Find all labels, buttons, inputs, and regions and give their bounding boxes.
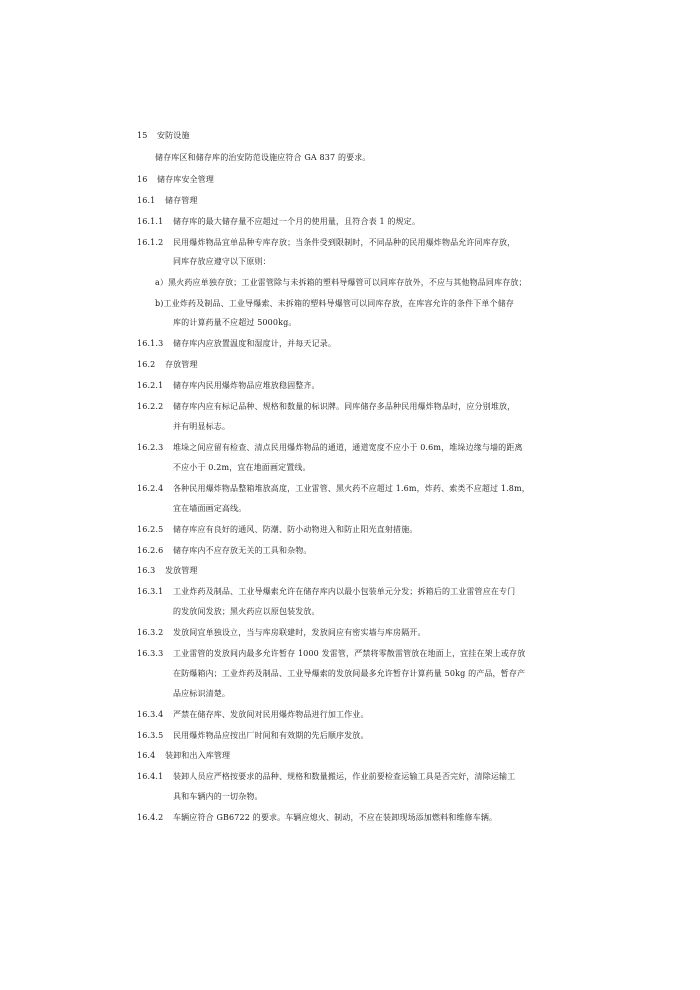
heading-number: 16 [137,175,148,184]
clause-16-2-2-cont: 并有明显标志。 [173,422,231,431]
clause-16-2-4 [137,484,530,494]
clause-16-3-3 [137,649,525,659]
clause-number: 16.3.5 [137,731,164,740]
clause-text: 各种民用爆炸物品整箱堆放高度，工业雷管、黑火药不应超过 1.6m，炸药、索类不应超过 1.8m， [173,484,530,493]
clause-text: 工业炸药及制品、工业导爆索允许在储存库内以最小包装单元分发；拆箱后的工业雷管应在专门 [173,587,516,596]
clause-text: 民用爆炸物品应按出厂时间和有效期的先后顺序发放。 [173,731,369,740]
heading-15 [137,131,190,141]
heading-number: 16.3 [137,566,156,575]
heading-16-3 [137,566,198,576]
clause-16-1-1 [137,217,420,227]
clause-text: 储存库内民用爆炸物品应堆放稳固整齐。 [173,381,320,390]
clause-16-3-3-cont: 在防爆箱内；工业炸药及制品、工业导爆索的发放间最多允许暂存计算药量 50kg 的产品，暂存产 [173,669,526,678]
clause-number: 16.1.3 [137,339,164,348]
clause-16-2-5 [137,525,418,535]
clause-text: 装卸人员应严格按要求的品种、规格和数量搬运，作业前要检查运输工具是否完好，清除运输工 [173,772,516,781]
heading-title: 装卸和出入库管理 [165,751,231,760]
clause-16-3-2 [137,628,426,638]
heading-title: 储存管理 [165,196,198,205]
heading-16 [137,175,214,185]
heading-number: 16.4 [137,751,156,760]
clause-number: 16.3.3 [137,649,164,658]
clause-number: 16.2.2 [137,402,164,411]
clause-text: 车辆应符合 GB6722 的要求。车辆应熄火、制动，不应在装卸现场添加燃料和维修车辆。 [173,813,498,822]
clause-number: 16.3.4 [137,710,164,719]
clause-number: 16.3.2 [137,628,164,637]
heading-number: 16.1 [137,196,156,205]
clause-16-2-2 [137,402,515,412]
clause-number: 16.2.6 [137,546,164,555]
clause-16-2-4-cont: 宜在墙面画定高线。 [173,504,247,513]
clause-text: 民用爆炸物品宜单品种专库存放；当条件受到限制时，不同品种的民用爆炸物品允许同库存放， [173,238,516,247]
clause-16-4-2 [137,813,497,823]
clause-16-2-3-cont: 不应小于 0.2m，宜在地面画定置线。 [173,463,311,472]
list-item-a: a）黑火药应单独存放；工业雷管除与未拆箱的塑料导爆管可以同库存放外，不应与其他物品同库存放； [155,278,527,287]
clause-text: 储存库的最大储存量不应超过一个月的使用量，且符合表 1 的规定。 [173,217,420,226]
clause-16-3-5 [137,731,369,741]
clause-number: 16.4.2 [137,813,164,822]
clause-16-2-1 [137,381,320,391]
heading-16-1 [137,196,198,206]
clause-16-3-4 [137,710,369,720]
heading-title: 储存库安全管理 [157,175,215,184]
clause-number: 16.2.3 [137,443,164,452]
list-item-b-cont: 库的计算药量不应超过 5000kg。 [173,318,297,327]
clause-number: 16.4.1 [137,772,164,781]
clause-text: 发放间宜单独设立，当与库房联建时，发放间应有密实墙与库房隔开。 [173,628,426,637]
heading-title: 发放管理 [165,566,198,575]
clause-number: 16.1.1 [137,217,164,226]
clause-16-4-1-cont: 具和车辆内的一切杂物。 [173,792,263,801]
clause-text: 储存库应有良好的通风、防潮、防小动物进入和防止阳光直射措施。 [173,525,418,534]
clause-text: 储存库内应放置温度和湿度计，并每天记录。 [173,339,336,348]
heading-number: 16.2 [137,360,156,369]
clause-text: 储存库内不应存放无关的工具和杂物。 [173,546,312,555]
clause-number: 16.2.1 [137,381,164,390]
clause-16-3-3-cont2: 品应标识清楚。 [173,689,231,698]
clause-16-4-1 [137,772,515,782]
clause-16-3-1 [137,587,515,597]
clause-16-1-2 [137,238,515,248]
list-item-b: b)工业炸药及制品、工业导爆索、未拆箱的塑料导爆管可以同库存放，在库容允许的条件下单个储存 [155,299,514,308]
clause-text: 工业雷管的发放间内最多允许暂存 1000 发雷管，严禁将零散雷管放在地面上，宜挂在架上或存放 [173,649,526,658]
clause-number: 16.2.4 [137,484,164,493]
heading-16-2 [137,360,198,370]
heading-title: 存放管理 [165,360,198,369]
clause-16-1-3 [137,339,336,349]
clause-16-2-3 [137,443,523,453]
clause-16-2-6 [137,546,312,556]
clause-text: 储存库内应有标记品种、规格和数量的标识牌。同库储存多品种民用爆炸物品时，应分别堆放， [173,402,516,411]
heading-number: 15 [137,131,148,140]
clause-text: 严禁在储存库、发放间对民用爆炸物品进行加工作业。 [173,710,369,719]
clause-number: 16.3.1 [137,587,164,596]
clause-number: 16.2.5 [137,525,164,534]
paragraph-15: 储存库区和储存库的治安防范设施应符合 GA 837 的要求。 [155,153,371,162]
clause-16-1-2-cont: 同库存放应遵守以下原则： [173,257,271,266]
heading-16-4 [137,751,230,761]
clause-text: 堆垛之间应留有检查、清点民用爆炸物品的通道，通道宽度不应小于 0.6m，堆垛边缘与墙的距离 [173,443,523,452]
clause-16-3-1-cont: 的发放间发放；黑火药应以原包装发放。 [173,607,320,616]
heading-title: 安防设施 [157,131,190,140]
clause-number: 16.1.2 [137,238,164,247]
